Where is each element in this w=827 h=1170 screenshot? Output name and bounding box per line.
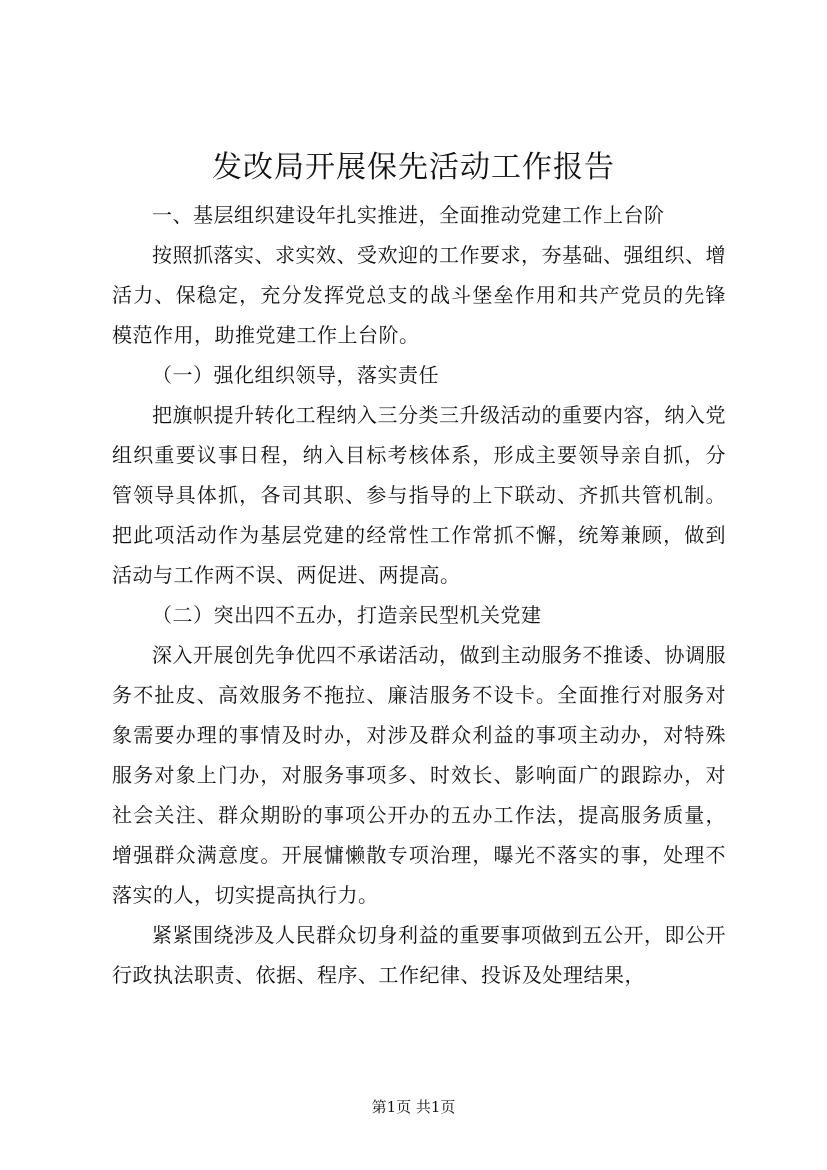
paragraph: 深入开展创先争优四不承诺活动，做到主动服务不推诿、协调服务不扯皮、高效服务不拖拉、廉洁服务不设卡。全面推行对服务对象需要办理的事情及时办，对涉及群众利益的事项主动办，对特殊服务对象上门办，对服务事项多、时效长、影响面广的跟踪办，对社会关注、群众期盼的事项公开办的五办工作法，提高服务质量，增强群众满意度。开展慵懒散专项治理，曝光不落实的事，处理不落实的人，切实提高执行力。 [112, 643, 726, 907]
subsection-heading: （二）突出四不五办，打造亲民型机关党建 [152, 603, 542, 627]
document-body [112, 195, 726, 995]
subsection-heading: （一）强化组织领导，落实责任 [152, 363, 439, 387]
section-heading: 一、基层组织建设年扎实推进，全面推动党建工作上台阶 [152, 203, 665, 227]
paragraph: 紧紧围绕涉及人民群众切身利益的重要事项做到五公开，即公开行政执法职责、依据、程序、工作纪律、投诉及处理结果， [112, 923, 726, 987]
paragraph: 按照抓落实、求实效、受欢迎的工作要求，夯基础、强组织、增活力、保稳定，充分发挥党总支的战斗堡垒作用和共产党员的先锋模范作用，助推党建工作上台阶。 [112, 243, 726, 347]
page-footer: 第1页 共1页 [371, 1098, 456, 1116]
paragraph: 把旗帜提升转化工程纳入三分类三升级活动的重要内容，纳入党组织重要议事日程，纳入目标考核体系，形成主要领导亲自抓，分管领导具体抓，各司其职、参与指导的上下联动、齐抓共管机制。把此项活动作为基层党建的经常性工作常抓不懈，统筹兼顾，做到活动与工作两不误、两促进、两提高。 [112, 403, 726, 587]
document-title: 发改局开展保先活动工作报告 [212, 150, 615, 185]
